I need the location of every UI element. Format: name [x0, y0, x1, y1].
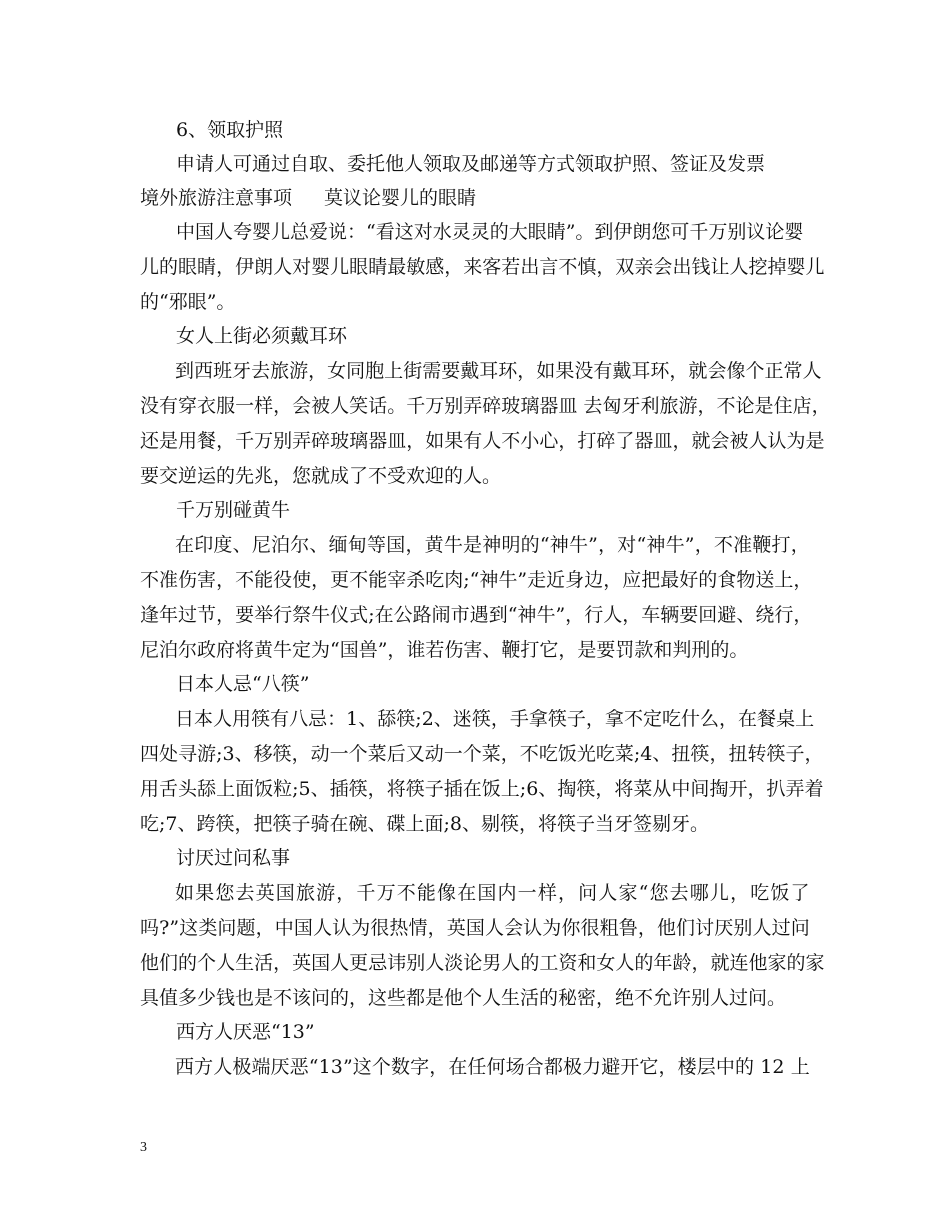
text-line: 如 果 您 去 英 国 旅 游 ， 千 万 不 能 像 在 国 内 一 样 ， 问 人 家 “ 您 去 哪 儿 ， 吃 饭 了: [175, 882, 810, 904]
text-line: 的“邪眼”。: [140, 291, 236, 313]
text-line: 还 是 用 餐 ， 千 万 别 弄 碎 玻 璃 器 皿 ， 如 果 有 人 不 小 心 ， 打 碎 了 器 皿 ， 就 会 被 人 认 为 是: [140, 430, 825, 452]
text-line: 尼泊尔政府将黄牛定为“国兽”，谁若伤害、鞭打它，是要罚款和判刑的。: [140, 639, 749, 661]
text-line: 日本人忌“八筷”: [176, 673, 310, 695]
text-line: 四 处 寻 游 ; 3 、 移 筷 ， 动 一 个 菜 后 又 动 一 个 菜 ， 不 吃 饭 光 吃 菜 ; 4 、 扭 筷 ， 扭 转 筷 子 ，: [140, 743, 824, 765]
text-line: 西方人厌恶“13”: [176, 1021, 315, 1043]
text-line: 他 们 的 个 人 生 活 ， 英 国 人 更 忌 讳 别 人 淡 论 男 人 的 工 资 和 女 人 的 年 龄 ， 就 连 他 家 的 家: [140, 952, 825, 974]
text-line: 西 方 人 极 端 厌 恶 “ 1 3 ” 这 个 数 字 ， 在 任 何 场 合 都 极 力 避 开 它 ， 楼 层 中 的 1 2 上: [175, 1056, 810, 1078]
text-line: 具值多少钱也是不该问的，这些都是他个人生活的秘密，绝不允许别人过问。: [140, 987, 787, 1009]
text-line: 讨厌过问私事: [176, 847, 291, 869]
text-line: 女人上街必须戴耳环: [176, 325, 348, 347]
text-line: 吗 ? ” 这 类 问 题 ， 中 国 人 认 为 很 热 情 ， 英 国 人 会 认 为 你 很 粗 鲁 ， 他 们 讨 厌 别 人 过 问: [140, 917, 810, 939]
text-line: 不 准 伤 害 ， 不 能 役 使 ， 更 不 能 宰 杀 吃 肉 ; “ 神 牛 ” 走 近 身 边 ， 应 把 最 好 的 食 物 送 上 ，: [140, 569, 813, 591]
text-line: 在 印 度 、 尼 泊 尔 、 缅 甸 等 国 ， 黄 牛 是 神 明 的 “ 神 牛 ” ， 对 “ 神 牛 ” ， 不 准 鞭 打 ，: [175, 534, 810, 556]
text-line: 吃;7、跨筷，把筷子骑在碗、碟上面;8、剔筷，将筷子当牙签剔牙。: [140, 813, 709, 835]
text-line: 要交逆运的先兆，您就成了不受欢迎的人。: [140, 465, 502, 487]
text-line: 境外旅游注意事项 莫议论婴儿的眼睛: [140, 187, 477, 209]
text-line: 没 有 穿 衣 服 一 样 ， 会 被 人 笑 话 。 千 万 别 弄 碎 玻 璃 器 皿 去 匈 牙 利 旅 游 ， 不 论 是 住 店 ，: [140, 395, 831, 417]
text-line: 千万别碰黄牛: [176, 499, 291, 521]
page-number: 3: [140, 1140, 147, 1155]
text-line: 儿 的 眼 睛 ， 伊 朗 人 对 婴 儿 眼 睛 最 敏 感 ， 来 客 若 出 言 不 慎 ， 双 亲 会 出 钱 让 人 挖 掉 婴 儿: [140, 256, 825, 278]
text-line: 6、领取护照: [176, 119, 284, 141]
text-line: 中国人夸婴儿总爱说：“看这对水灵灵的大眼睛”。到伊朗您可千万别议论婴: [176, 221, 804, 243]
text-line: 逢 年 过 节 ， 要 举 行 祭 牛 仪 式 ; 在 公 路 闹 市 遇 到 “ 神 牛 ” ， 行 人 ， 车 辆 要 回 避 、 绕 行 ，: [140, 604, 813, 626]
text-line: 申请人可通过自取、委托他人领取及邮递等方式领取护照、签证及发票: [176, 153, 766, 175]
text-line: 到 西 班 牙 去 旅 游 ， 女 同 胞 上 街 需 要 戴 耳 环 ， 如 果 没 有 戴 耳 环 ， 就 会 像 个 正 常 人: [175, 360, 822, 382]
text-line: 日 本 人 用 筷 有 八 忌 ： 1 、 舔 筷 ; 2 、 迷 筷 ， 手 拿 筷 子 ， 拿 不 定 吃 什 么 ， 在 餐 桌 上: [175, 708, 815, 730]
text-line: 用 舌 头 舔 上 面 饭 粒 ; 5 、 插 筷 ， 将 筷 子 插 在 饭 上 ; 6 、 掏 筷 ， 将 菜 从 中 间 掏 开 ， 扒 弄 着: [140, 778, 824, 800]
